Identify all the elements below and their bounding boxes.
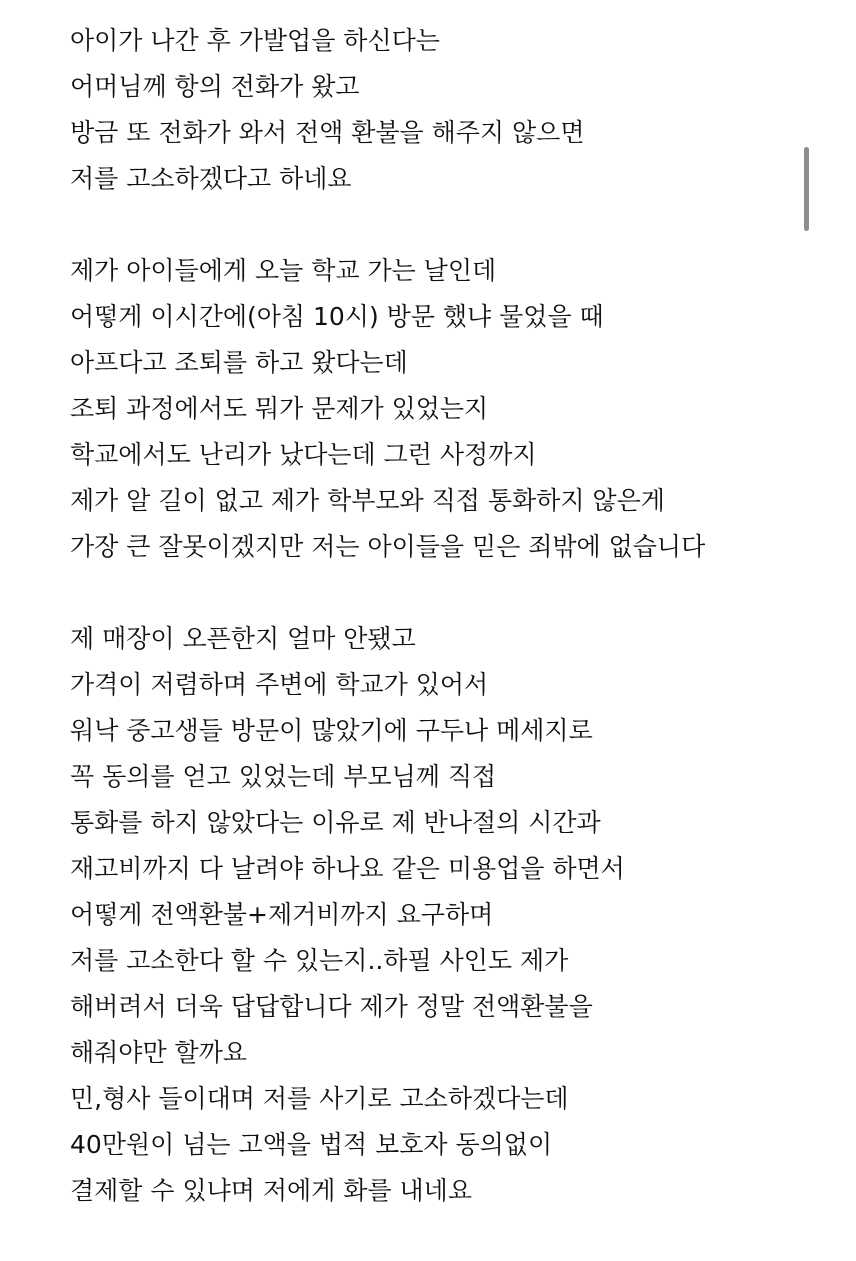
message-text-body xyxy=(70,18,830,1214)
text-line: 어떻게 이시간에(아침 10시) 방문 했냐 물었을 때 xyxy=(70,302,604,331)
scrollbar-thumb[interactable] xyxy=(804,147,809,231)
text-line: 통화를 하지 않았다는 이유로 제 반나절의 시간과 xyxy=(70,808,601,837)
text-line: 가격이 저렴하며 주변에 학교가 있어서 xyxy=(70,670,489,699)
text-line: 아이가 나간 후 가발업을 하신다는 xyxy=(70,26,440,55)
text-line: 재고비까지 다 날려야 하나요 같은 미용업을 하면서 xyxy=(70,854,625,883)
text-line: 제 매장이 오픈한지 얼마 안됐고 xyxy=(70,624,416,653)
text-line: 제가 아이들에게 오늘 학교 가는 날인데 xyxy=(70,256,497,285)
text-line: 저를 고소한다 할 수 있는지..하필 사인도 제가 xyxy=(70,946,569,975)
text-line: 40만원이 넘는 고액을 법적 보호자 동의없이 xyxy=(70,1130,553,1159)
text-line: 가장 큰 잘못이겠지만 저는 아이들을 믿은 죄밖에 없습니다 xyxy=(70,532,706,561)
text-line: 아프다고 조퇴를 하고 왔다는데 xyxy=(70,348,408,377)
text-line: 제가 알 길이 없고 제가 학부모와 직접 통화하지 않은게 xyxy=(70,486,665,515)
text-line: 해줘야만 할까요 xyxy=(70,1038,247,1067)
paragraph-spacer xyxy=(70,570,830,616)
text-line: 워낙 중고생들 방문이 많았기에 구두나 메세지로 xyxy=(70,716,593,745)
text-line: 어머님께 항의 전화가 왔고 xyxy=(70,72,360,101)
text-line: 조퇴 과정에서도 뭐가 문제가 있었는지 xyxy=(70,394,489,423)
text-line: 어떻게 전액환불+제거비까지 요구하며 xyxy=(70,900,494,929)
text-line: 결제할 수 있냐며 저에게 화를 내네요 xyxy=(70,1176,472,1205)
text-line: 저를 고소하겠다고 하네요 xyxy=(70,164,352,193)
paragraph-spacer xyxy=(70,202,830,248)
text-line: 해버려서 더욱 답답합니다 제가 정말 전액환불을 xyxy=(70,992,593,1021)
text-line: 꼭 동의를 얻고 있었는데 부모님께 직접 xyxy=(70,762,497,791)
text-line: 방금 또 전화가 와서 전액 환불을 해주지 않으면 xyxy=(70,118,585,147)
text-line: 민,형사 들이대며 저를 사기로 고소하겠다는데 xyxy=(70,1084,569,1113)
text-line: 학교에서도 난리가 났다는데 그런 사정까지 xyxy=(70,440,537,469)
